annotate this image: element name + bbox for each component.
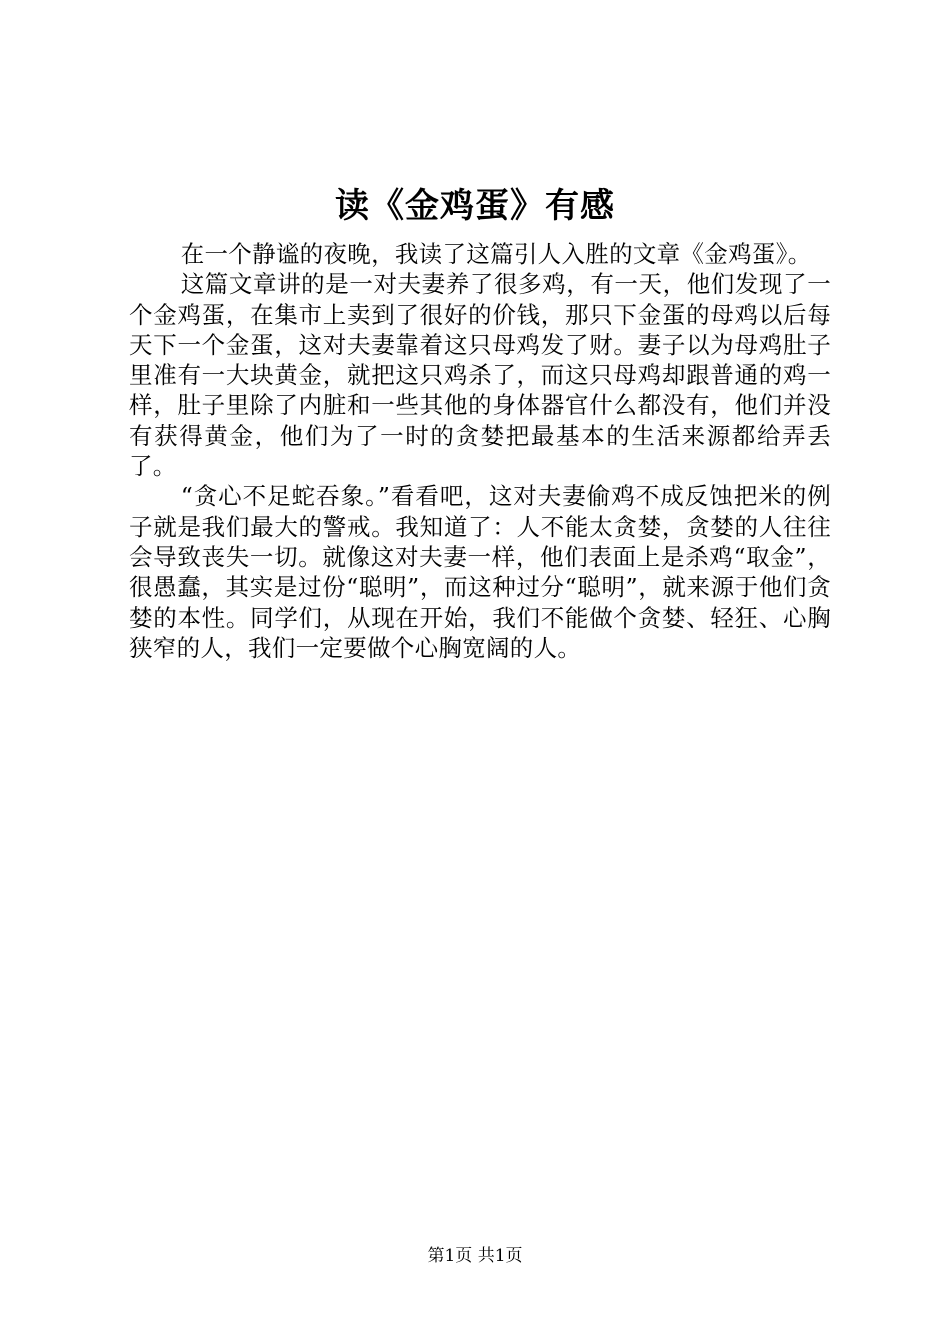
- document-title: 读《金鸡蛋》有感: [335, 186, 615, 226]
- page-footer: 第1页 共1页: [427, 1246, 523, 1266]
- document-body: [129, 239, 831, 663]
- paragraph-3: “贪心不足蛇吞象。”看看吧，这对夫妻偷鸡不成反蚀把米的例子就是我们最大的警戒。我知道了：人不能太贪婪，贪婪的人往往会导致丧失一切。就像这对夫妻一样，他们表面上是杀鸡“取金”，很愚蠢，其实是过份“聪明”，而这种过分“聪明”，就来源于他们贪婪的本性。同学们，从现在开始，我们不能做个贪婪、轻狂、心胸狭窄的人，我们一定要做个心胸宽阔的人。: [129, 482, 831, 662]
- paragraph-2: 这篇文章讲的是一对夫妻养了很多鸡，有一天，他们发现了一个金鸡蛋，在集市上卖到了很好的价钱，那只下金蛋的母鸡以后每天下一个金蛋，这对夫妻靠着这只母鸡发了财。妻子以为母鸡肚子里准有一大块黄金，就把这只鸡杀了，而这只母鸡却跟普通的鸡一样，肚子里除了内脏和一些其他的身体器官什么都没有，他们并没有获得黄金，他们为了一时的贪婪把最基本的生活来源都给弄丢了。: [129, 270, 831, 481]
- paragraph-1: 在一个静谧的夜晚，我读了这篇引人入胜的文章《金鸡蛋》。: [180, 240, 812, 268]
